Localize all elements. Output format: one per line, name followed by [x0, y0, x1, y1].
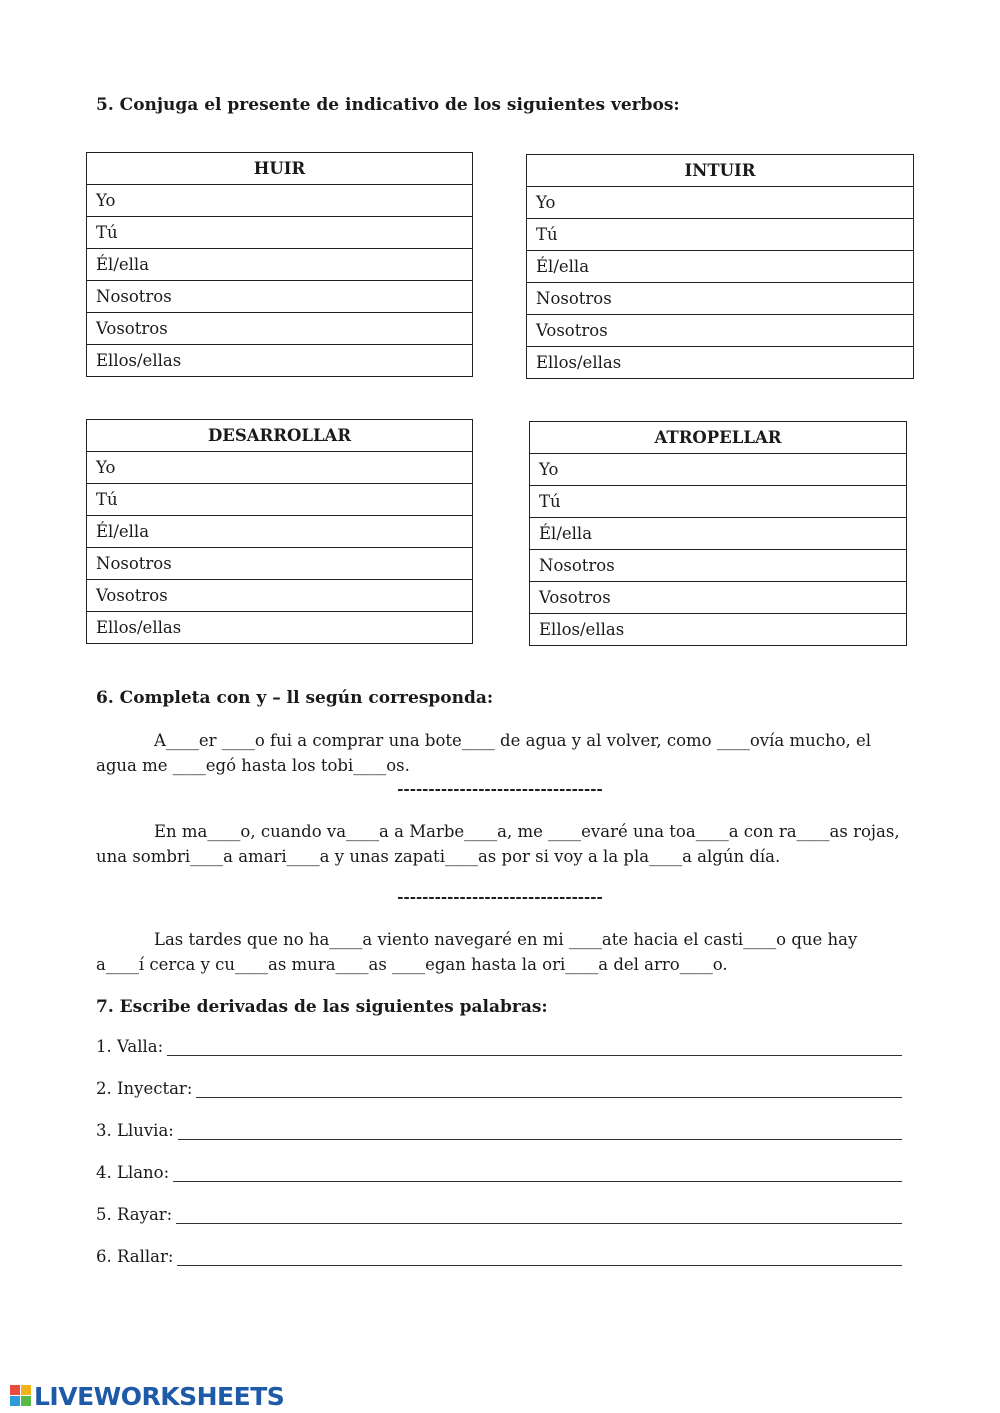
derivative-item-valla [96, 1037, 902, 1056]
section-5-title: 5. Conjuga el presente de indicativo de los siguientes verbos: [96, 95, 680, 115]
pronoun-cell: Nosotros [87, 548, 473, 580]
pronoun-cell: Nosotros [530, 550, 907, 582]
fill-paragraph-3 [96, 927, 906, 977]
pronoun-cell: Tú [87, 217, 473, 249]
verb-header: DESARROLLAR [87, 420, 473, 452]
conjugation-table-atropellar [529, 421, 907, 646]
pronoun-cell: Nosotros [527, 283, 914, 315]
pronoun-cell: Yo [87, 452, 473, 484]
pronoun-cell: Vosotros [87, 313, 473, 345]
derivative-label: 4. Llano: [96, 1163, 170, 1182]
derivative-label: 5. Rayar: [96, 1205, 173, 1224]
section-7-title: 7. Escribe derivadas de las siguientes palabras: [96, 997, 548, 1017]
separator-line: --------------------------------- [397, 780, 603, 798]
pronoun-cell: Vosotros [527, 315, 914, 347]
paragraph-text: A____er ____o fui a comprar una bote____ de agua y al volver, como ____ovía mucho, el agua me ____egó hasta los tobi____os. [96, 731, 872, 775]
pronoun-cell: Él/ella [87, 249, 473, 281]
pronoun-cell: Tú [87, 484, 473, 516]
conjugation-table-intuir [526, 154, 914, 379]
pronoun-cell: Vosotros [87, 580, 473, 612]
pronoun-cell: Yo [530, 454, 907, 486]
pronoun-cell: Él/ella [527, 251, 914, 283]
derivative-item-inyectar [96, 1079, 902, 1098]
pronoun-cell: Nosotros [87, 281, 473, 313]
pronoun-cell: Él/ella [530, 518, 907, 550]
pronoun-cell: Vosotros [530, 582, 907, 614]
derivative-label: 6. Rallar: [96, 1247, 174, 1266]
paragraph-text: En ma____o, cuando va____a a Marbe____a, me ____evaré una toa____a con ra____as rojas, una sombri____a amari____a y unas zapati____as por si voy a la pla____a algún día. [96, 822, 900, 866]
verb-header: INTUIR [527, 155, 914, 187]
derivative-label: 2. Inyectar: [96, 1079, 193, 1098]
fill-paragraph-1 [96, 728, 906, 778]
section-6-title: 6. Completa con y – ll según corresponda: [96, 688, 494, 708]
answer-line[interactable] [167, 1039, 902, 1056]
answer-line[interactable] [196, 1081, 902, 1098]
pronoun-cell: Yo [527, 187, 914, 219]
pronoun-cell: Ellos/ellas [87, 612, 473, 644]
derivative-item-rallar [96, 1247, 902, 1266]
conjugation-table-huir [86, 152, 473, 377]
verb-header: HUIR [87, 153, 473, 185]
pronoun-cell: Tú [530, 486, 907, 518]
logo-text: LIVEWORKSHEETS [34, 1381, 285, 1411]
pronoun-cell: Ellos/ellas [527, 347, 914, 379]
pronoun-cell: Yo [87, 185, 473, 217]
derivative-item-rayar [96, 1205, 902, 1224]
paragraph-text: Las tardes que no ha____a viento navegaré en mi ____ate hacia el casti____o que hay a____í cerca y cu____as mura____as ____egan hasta la ori____a del arro____o. [96, 930, 858, 974]
pronoun-cell: Tú [527, 219, 914, 251]
answer-line[interactable] [177, 1249, 902, 1266]
derivative-label: 3. Lluvia: [96, 1121, 174, 1140]
answer-line[interactable] [178, 1123, 902, 1140]
derivative-item-lluvia [96, 1121, 902, 1140]
pronoun-cell: Ellos/ellas [87, 345, 473, 377]
fill-paragraph-2 [96, 819, 906, 869]
pronoun-cell: Ellos/ellas [530, 614, 907, 646]
separator-line: --------------------------------- [397, 888, 603, 906]
answer-line[interactable] [176, 1207, 902, 1224]
answer-line[interactable] [173, 1165, 902, 1182]
liveworksheets-logo [10, 1382, 284, 1410]
verb-header: ATROPELLAR [530, 422, 907, 454]
logo-blocks-icon [10, 1385, 32, 1407]
conjugation-table-desarrollar [86, 419, 473, 644]
pronoun-cell: Él/ella [87, 516, 473, 548]
derivative-label: 1. Valla: [96, 1037, 164, 1056]
derivative-item-llano [96, 1163, 902, 1182]
